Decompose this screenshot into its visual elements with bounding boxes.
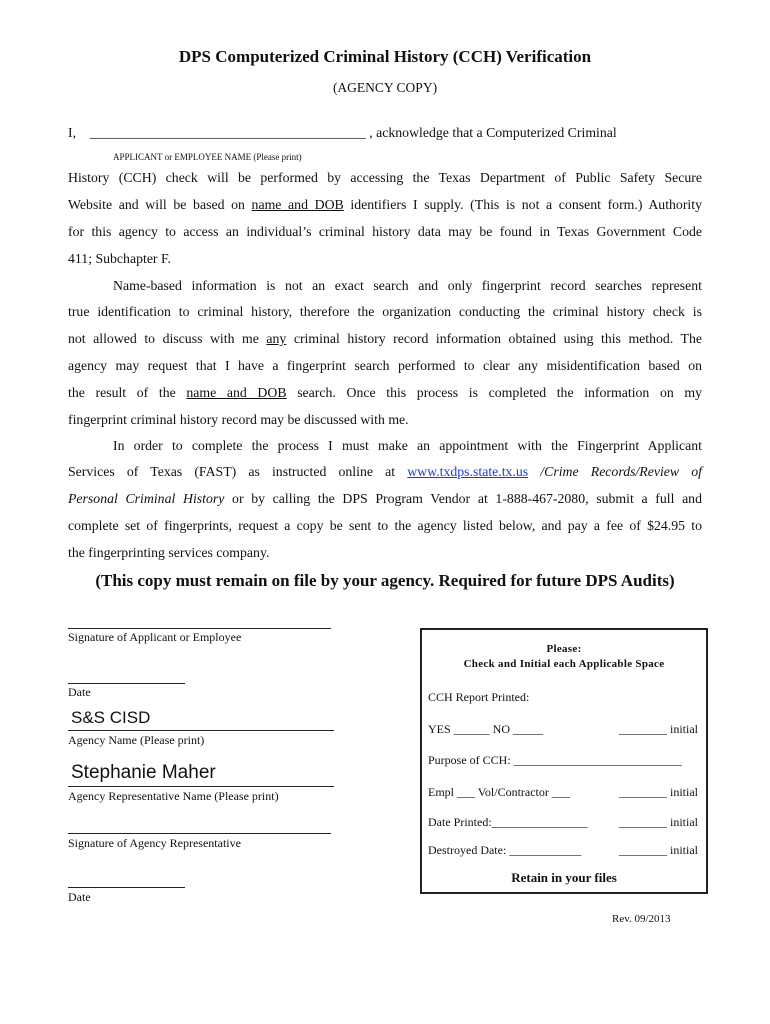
document-subtitle: (AGENCY COPY) bbox=[332, 80, 438, 95]
para1-line3: for this agency to access an individual’s criminal history data may be found in Texas Government Code bbox=[68, 224, 702, 239]
initial-field-4[interactable]: ________ initial bbox=[619, 843, 698, 857]
destroyed-date-field[interactable]: Destroyed Date: ____________ bbox=[428, 843, 582, 857]
box-footer: Retain in your files bbox=[511, 870, 617, 885]
rep-signature-label: Signature of Agency Representative bbox=[68, 836, 241, 850]
para3-line4: complete set of fingerprints, request a copy be sent to the agency listed below, and pay a fee of $24.95 to bbox=[68, 518, 702, 533]
date2-label: Date bbox=[68, 890, 91, 904]
para3-line1: In order to complete the process I must make an appointment with the Fingerprint Applicant bbox=[113, 438, 702, 453]
cch-printed-label: CCH Report Printed: bbox=[428, 690, 530, 704]
date1-label: Date bbox=[68, 685, 91, 699]
para3-line2: Services of Texas (FAST) as instructed online at www.txdps.state.tx.us /Crime Records/Review of bbox=[68, 464, 702, 479]
purpose-field[interactable]: Purpose of CCH: ____________________________ bbox=[428, 753, 682, 767]
yes-no-field[interactable]: YES ______ NO _____ bbox=[428, 722, 544, 736]
intro-line bbox=[68, 125, 702, 141]
document-title: DPS Computerized Criminal History (CCH) Verification bbox=[178, 47, 592, 66]
rep-name-label: Agency Representative Name (Please print) bbox=[68, 789, 279, 803]
para3-line5: the fingerprinting services company. bbox=[68, 545, 270, 560]
revision-label: Rev. 09/2013 bbox=[612, 913, 671, 925]
agency-name-value[interactable]: S&S CISD bbox=[71, 708, 151, 727]
rep-name-value[interactable]: Stephanie Maher bbox=[71, 762, 216, 783]
rep-name-line bbox=[68, 786, 334, 787]
retention-notice: (This copy must remain on file by your agency. Required for future DPS Audits) bbox=[95, 571, 675, 590]
date-printed-field[interactable]: Date Printed:________________ bbox=[428, 815, 588, 829]
date1-line[interactable] bbox=[68, 683, 185, 684]
applicant-name-blank[interactable]: ________________________________________ bbox=[89, 125, 366, 140]
para1-line4: 411; Subchapter F. bbox=[68, 251, 171, 266]
para3-line3: Personal Criminal History or by calling the DPS Program Vendor at 1-888-467-2080, submit a full and bbox=[68, 491, 702, 506]
para2-line5: the result of the name and DOB search. Once this process is completed the information on my bbox=[68, 385, 703, 400]
para1-line2: Website and will be based on name and DOB identifiers I supply. (This is not a consent form.) Authority bbox=[68, 197, 702, 212]
applicant-name-caption: APPLICANT or EMPLOYEE NAME (Please print) bbox=[113, 152, 302, 162]
para2-line2: true identification to criminal history, therefore the organization conducting the criminal history check is bbox=[68, 304, 702, 319]
para1-line1: History (CCH) check will be performed by accessing the Texas Department of Public Safety Secure bbox=[68, 170, 702, 185]
applicant-signature-line[interactable] bbox=[68, 628, 331, 629]
box-header-please: Please: bbox=[546, 643, 582, 655]
applicant-signature-label: Signature of Applicant or Employee bbox=[68, 630, 242, 644]
intro-prefix: I, bbox=[68, 125, 77, 140]
date2-line[interactable] bbox=[68, 887, 185, 888]
initial-field-2[interactable]: ________ initial bbox=[619, 785, 698, 799]
para2-line4: agency may request that I have a fingerprint search performed to clear any misidentification based on bbox=[68, 358, 702, 373]
txdps-link[interactable]: www.txdps.state.tx.us bbox=[407, 464, 529, 479]
para2-line3: not allowed to discuss with me any criminal history record information obtained using this method. The bbox=[68, 331, 702, 346]
intro-suffix: , acknowledge that a Computerized Criminal bbox=[369, 125, 617, 140]
agency-name-line bbox=[68, 730, 334, 731]
checklist-box bbox=[420, 628, 708, 894]
para2-line6: fingerprint criminal history record may be discussed with me. bbox=[68, 412, 409, 427]
rep-signature-line[interactable] bbox=[68, 833, 331, 834]
initial-field-1[interactable]: ________ initial bbox=[619, 722, 698, 736]
agency-name-label: Agency Name (Please print) bbox=[68, 733, 205, 747]
empl-vol-field[interactable]: Empl ___ Vol/Contractor ___ bbox=[428, 785, 570, 799]
initial-field-3[interactable]: ________ initial bbox=[619, 815, 698, 829]
para2-line1: Name-based information is not an exact search and only fingerprint record searches represent bbox=[113, 278, 702, 293]
box-header-instruction: Check and Initial each Applicable Space bbox=[463, 658, 665, 670]
